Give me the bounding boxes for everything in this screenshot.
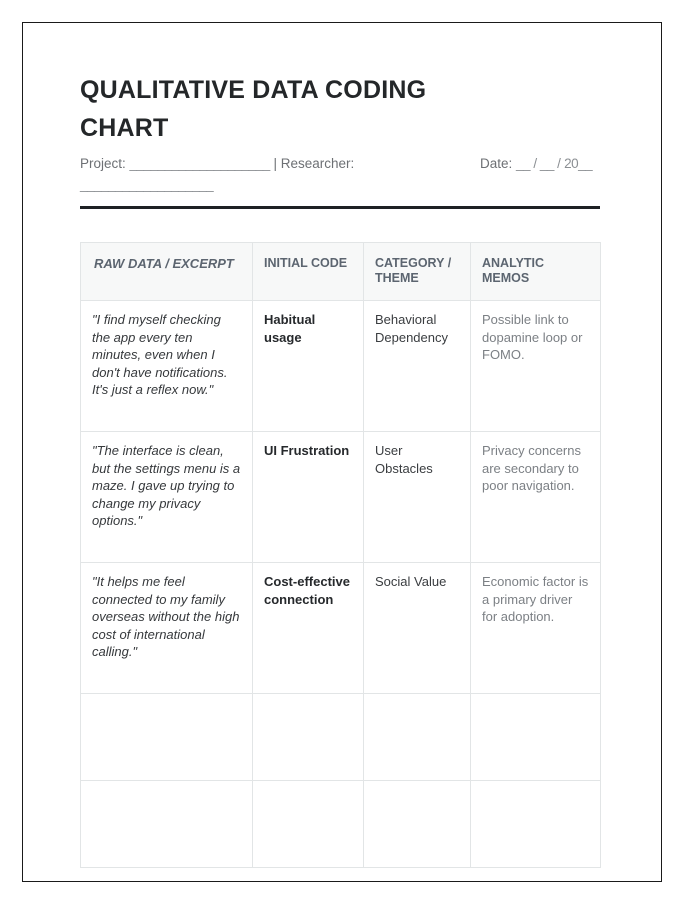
page-content — [80, 71, 600, 868]
column-header-initial-code: INITIAL CODE — [253, 243, 364, 301]
document-meta — [80, 153, 600, 195]
cell-analytic-memo[interactable] — [471, 694, 601, 781]
cell-raw-data[interactable]: "The interface is clean, but the settings menu is a maze. I gave up trying to change my privacy options." — [81, 432, 253, 563]
table-row — [81, 781, 601, 868]
column-header-raw-data: RAW DATA / EXCERPT — [81, 243, 253, 301]
cell-initial-code[interactable]: UI Frustration — [253, 432, 364, 563]
cell-category[interactable] — [364, 694, 471, 781]
document-page — [22, 22, 662, 882]
cell-initial-code[interactable] — [253, 781, 364, 868]
table-header-row — [81, 243, 601, 301]
cell-category[interactable]: User Obstacles — [364, 432, 471, 563]
table-row — [81, 301, 601, 432]
date-fill-line[interactable]: __ / __ / — [516, 156, 561, 171]
cell-category[interactable]: Social Value — [364, 563, 471, 694]
cell-analytic-memo[interactable]: Privacy concerns are secondary to poor navigation. — [471, 432, 601, 563]
header-divider — [80, 206, 600, 209]
cell-analytic-memo[interactable]: Possible link to dopamine loop or FOMO. — [471, 301, 601, 432]
cell-analytic-memo[interactable]: Economic factor is a primary driver for adoption. — [471, 563, 601, 694]
table-row — [81, 432, 601, 563]
cell-category[interactable] — [364, 781, 471, 868]
cell-raw-data[interactable]: "I find myself checking the app every ten minutes, even when I don't have notifications. It's just a reflex now." — [81, 301, 253, 432]
cell-initial-code[interactable]: Habitual usage — [253, 301, 364, 432]
meta-project-researcher — [80, 153, 410, 195]
page-title: QUALITATIVE DATA CODING CHART — [80, 76, 427, 142]
cell-raw-data[interactable] — [81, 781, 253, 868]
coding-table — [80, 242, 601, 868]
year-fill-line[interactable]: 20__ — [564, 156, 593, 171]
cell-raw-data[interactable] — [81, 694, 253, 781]
cell-analytic-memo[interactable] — [471, 781, 601, 868]
column-header-category: CATEGORY / THEME — [364, 243, 471, 301]
table-row — [81, 563, 601, 694]
table-row — [81, 694, 601, 781]
researcher-fill-line[interactable]: ___________________ — [80, 177, 214, 192]
meta-separator: | Researcher: — [273, 156, 355, 171]
project-fill-line[interactable]: ____________________ — [129, 156, 270, 171]
column-header-analytic-memos: ANALYTIC MEMOS — [471, 243, 601, 301]
project-label: Project: — [80, 156, 126, 171]
cell-initial-code[interactable]: Cost-effective connection — [253, 563, 364, 694]
date-label: Date: — [480, 156, 513, 171]
cell-initial-code[interactable] — [253, 694, 364, 781]
meta-date — [480, 153, 600, 174]
cell-category[interactable]: Behavioral Dependency — [364, 301, 471, 432]
cell-raw-data[interactable]: "It helps me feel connected to my family overseas without the high cost of international calling." — [81, 563, 253, 694]
